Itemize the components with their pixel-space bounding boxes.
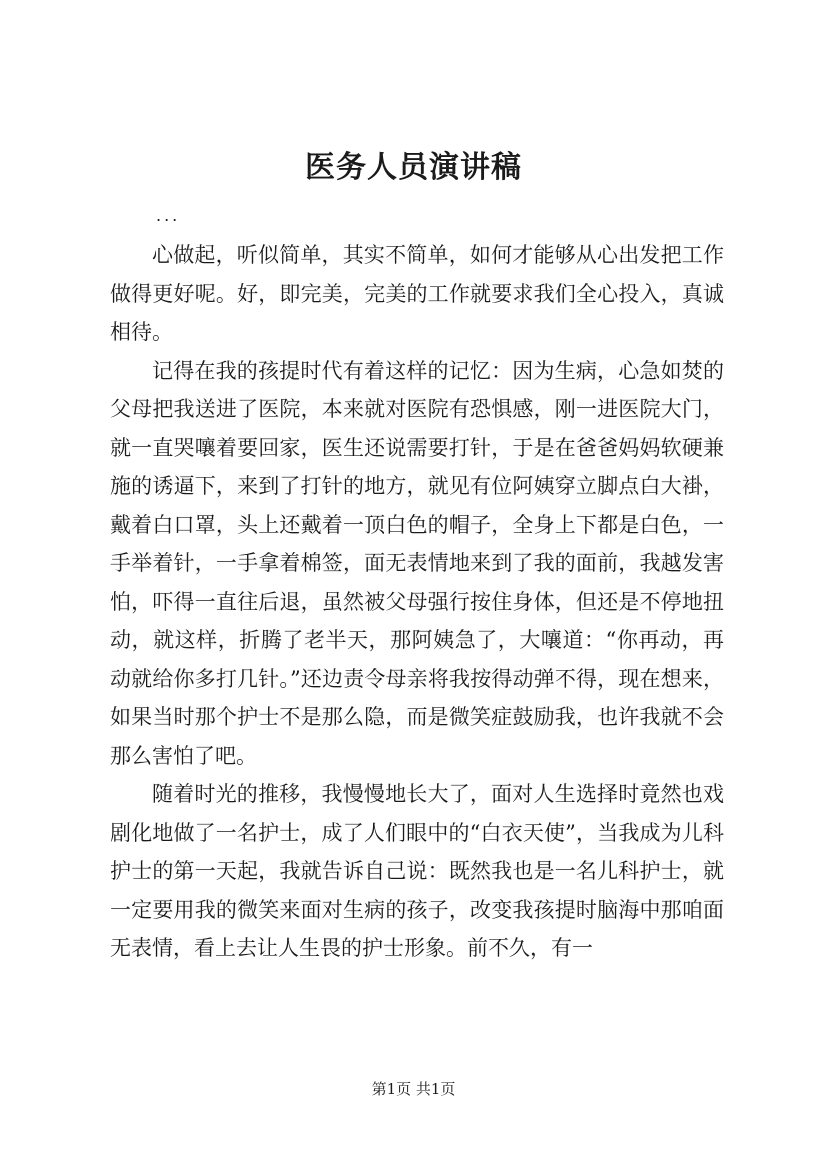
ellipsis-marker: ... bbox=[156, 206, 181, 225]
paragraph: 记得在我的孩提时代有着这样的记忆：因为生病，心急如焚的父母把我送进了医院，本来就对医院有恐惧感，刚一进医院大门，就一直哭嚷着要回家，医生还说需要打针，于是在爸爸妈妈软硬兼施的诱逼下，来到了打针的地方，就见有位阿姨穿立脚点白大褂，戴着白口罩，头上还戴着一顶白色的帽子，全身上下都是白色，一手举着针，一手拿着棉签，面无表情地来到了我的面前，我越发害怕，吓得一直往后退，虽然被父母强行按住身体，但还是不停地扭动，就这样，折腾了老半天，那阿姨急了，大嚷道：“你再动，再动就给你多打几针。”还边责令母亲将我按得动弹不得，现在想来，如果当时那个护士不是那么隐，而是微笑症鼓励我，也许我就不会那么害怕了吧。 bbox=[110, 358, 724, 768]
paragraph: 随着时光的推移，我慢慢地长大了，面对人生选择时竟然也戏剧化地做了一名护士，成了人们眼中的“白衣天使”，当我成为儿科护士的第一天起，我就告诉自己说：既然我也是一名儿科护士，就一定要用我的微笑来面对生病的孩子，改变我孩提时脑海中那咱面无表情，看上去让人生畏的护士形象。前不久，有一 bbox=[110, 782, 724, 960]
page-number-footer: 第1页 共1页 bbox=[371, 1080, 456, 1098]
document-body bbox=[110, 236, 724, 968]
paragraph: 心做起，听似简单，其实不简单，如何才能够从心出发把工作做得更好呢。好，即完美，完美的工作就要求我们全心投入，真诚相待。 bbox=[110, 243, 724, 344]
document-title: 医务人员演讲稿 bbox=[305, 150, 522, 185]
